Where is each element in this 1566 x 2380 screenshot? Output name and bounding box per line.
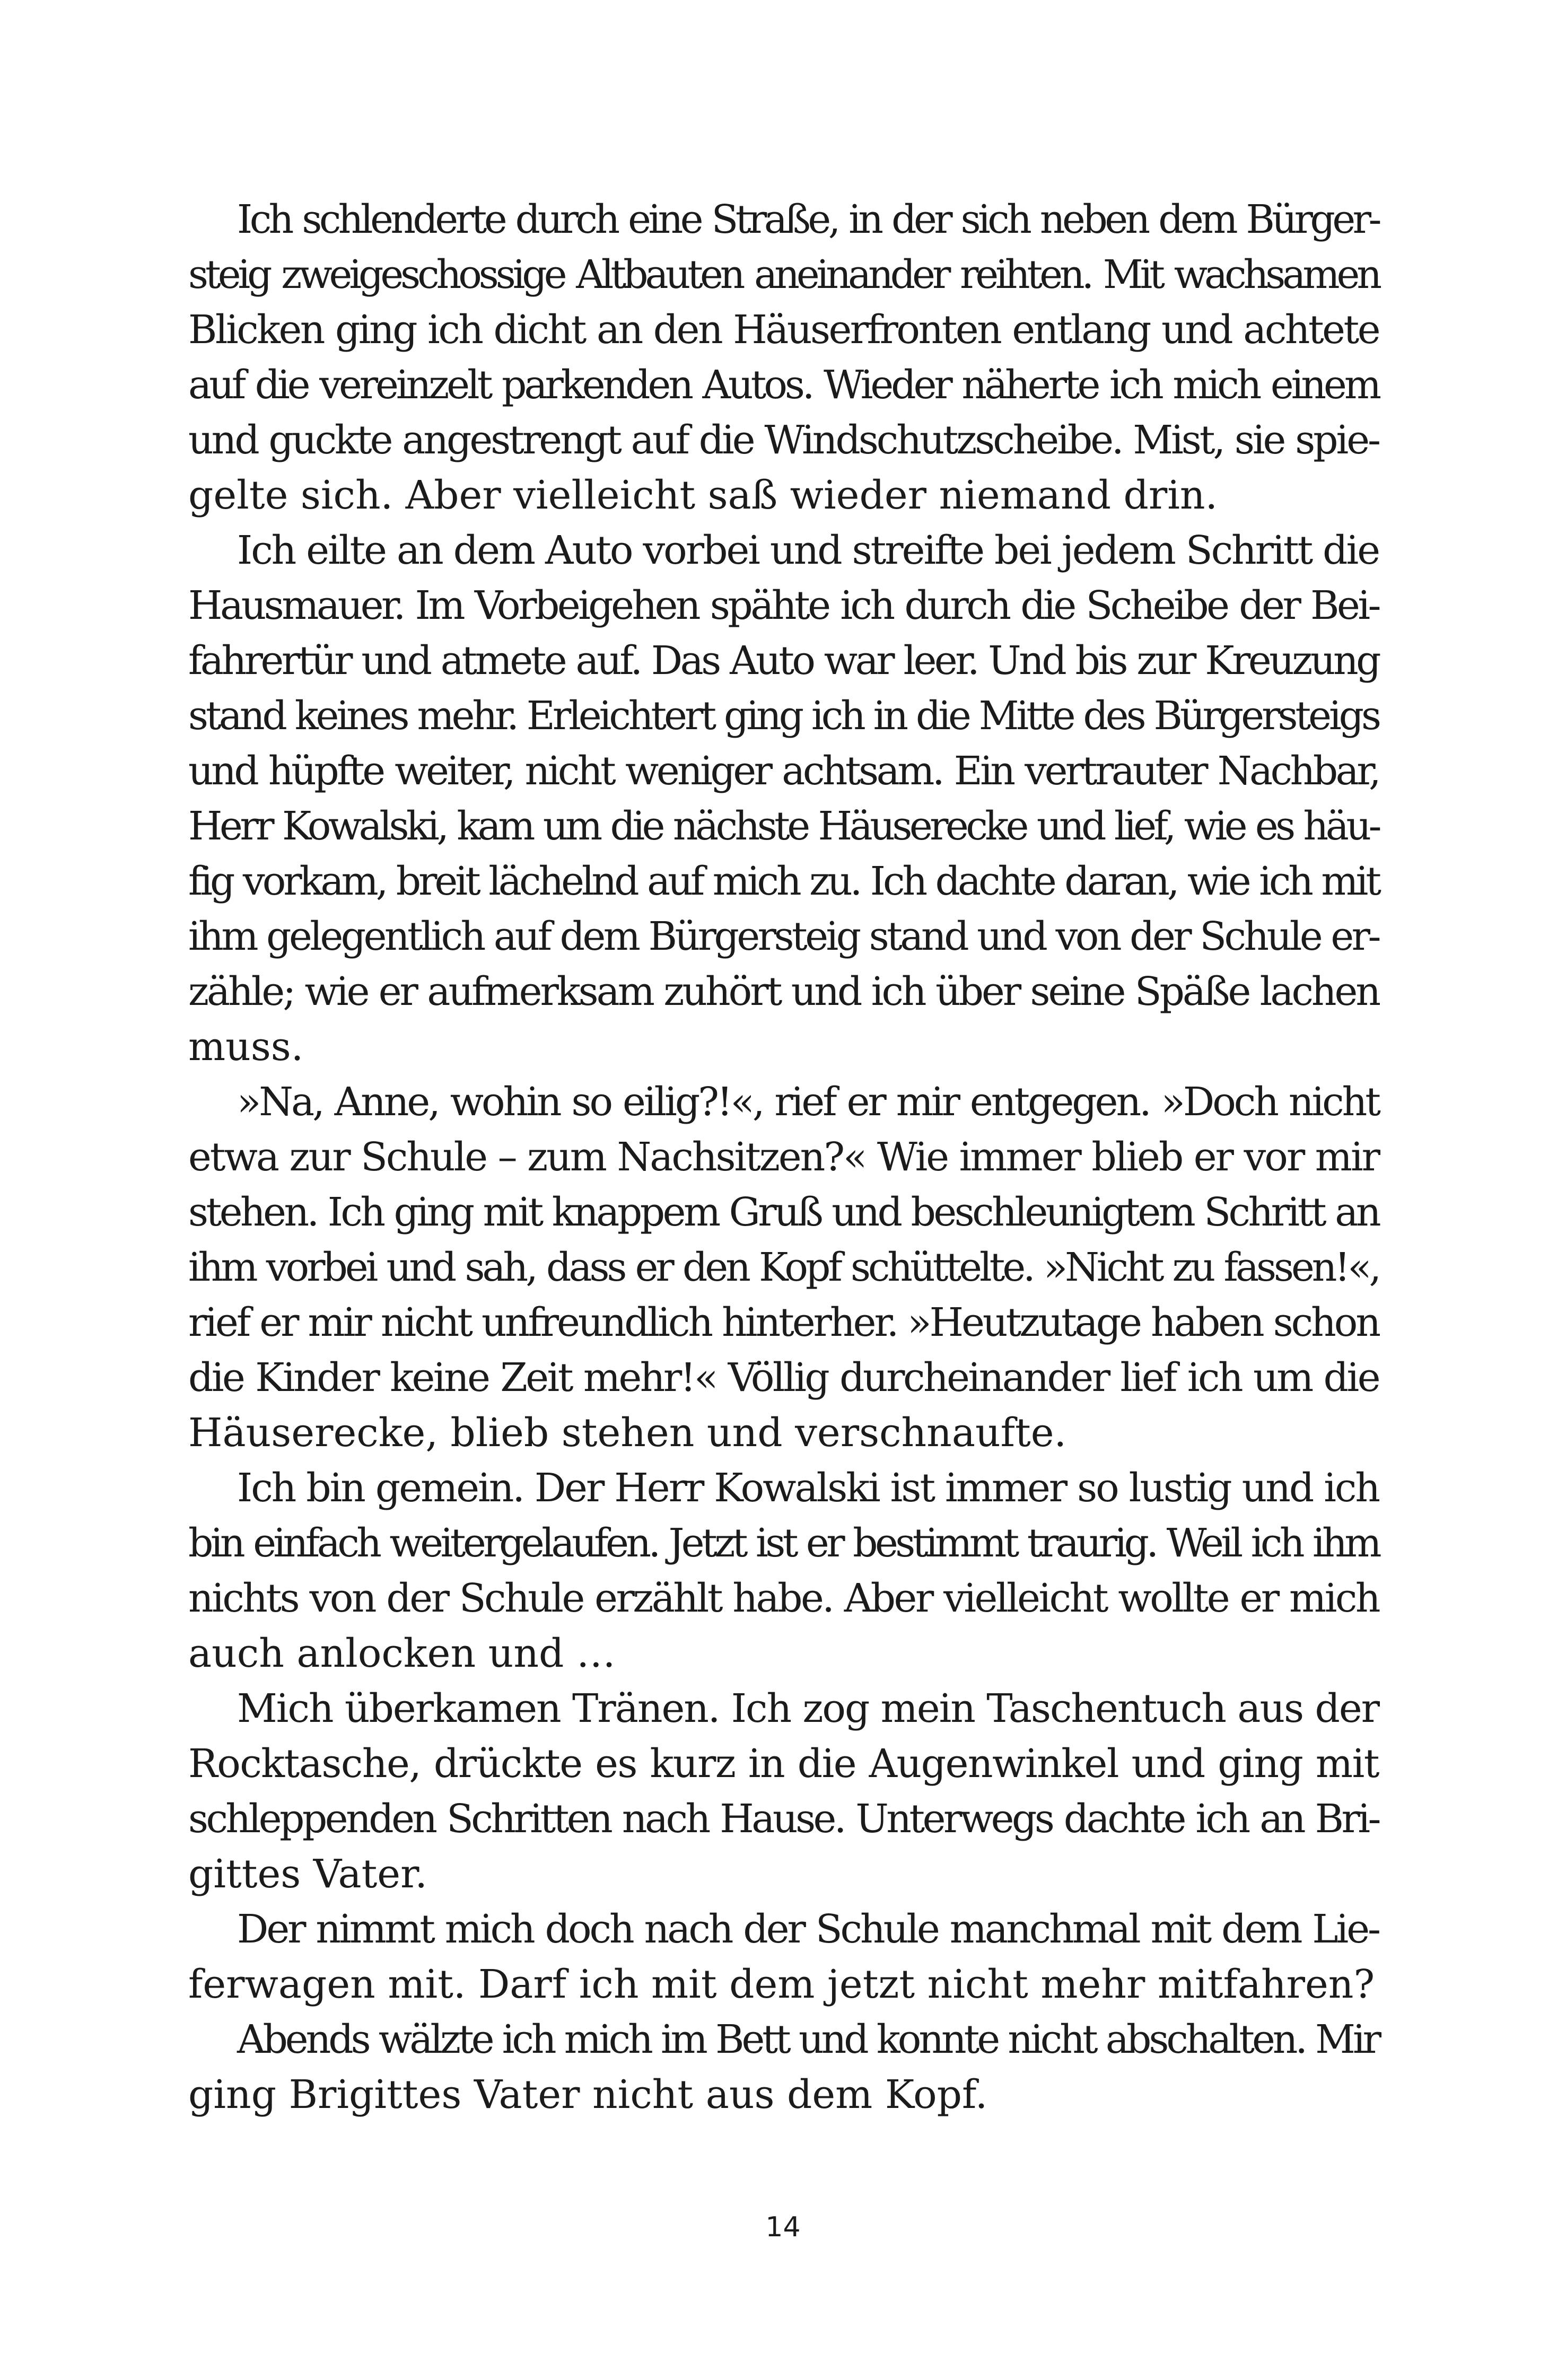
text-line: Der nimmt mich doch nach der Schule manchmal mit dem Lie- — [237, 1906, 1379, 1952]
text-line: zähle; wie er aufmerksam zuhört und ich über seine Späße lachen — [188, 969, 1379, 1014]
text-line: schleppenden Schritten nach Hause. Unterwegs dachte ich an Bri- — [188, 1796, 1379, 1842]
text-line: und guckte angestrengt auf die Windschutzscheibe. Mist, sie spie- — [188, 417, 1379, 463]
text-line: auch anlocken und … — [188, 1631, 616, 1676]
text-line: gittes Vater. — [188, 1851, 427, 1897]
text-line: und hüpfte weiter, nicht weniger achtsam. Ein vertrauter Nachbar, — [188, 748, 1379, 794]
text-line: ging Brigittes Vater nicht aus dem Kopf. — [188, 2072, 988, 2118]
text-line: stehen. Ich ging mit knappem Gruß und beschleunigtem Schritt an — [188, 1189, 1379, 1235]
text-line: ferwagen mit. Darf ich mit dem jetzt nicht mehr mitfahren? — [188, 1962, 1375, 2007]
text-line: ihm gelegentlich auf dem Bürgersteig stand und von der Schule er- — [188, 914, 1379, 959]
text-line: auf die vereinzelt parkenden Autos. Wieder näherte ich mich einem — [188, 362, 1379, 408]
text-line: die Kinder keine Zeit mehr!« Völlig durcheinander lief ich um die — [188, 1355, 1379, 1401]
text-line: bin einfach weitergelaufen. Jetzt ist er bestimmt traurig. Weil ich ihm — [188, 1520, 1379, 1566]
text-line: Ich bin gemein. Der Herr Kowalski ist immer so lustig und ich — [237, 1465, 1379, 1511]
text-line: Rocktasche, drückte es kurz in die Augenwinkel und ging mit — [188, 1741, 1379, 1787]
text-line: stand keines mehr. Erleichtert ging ich in die Mitte des Bürgersteigs — [188, 693, 1379, 739]
text-line: Häuserecke, blieb stehen und verschnaufte. — [188, 1410, 1067, 1456]
text-line: etwa zur Schule – zum Nachsitzen?« Wie immer blieb er vor mir — [188, 1134, 1379, 1180]
page-number: 14 — [765, 2211, 801, 2243]
text-line: steig zweigeschossige Altbauten aneinander reihten. Mit wachsamen — [188, 252, 1379, 298]
text-line: gelte sich. Aber vielleicht saß wieder niemand drin. — [188, 472, 1218, 518]
text-line: Herr Kowalski, kam um die nächste Häuserecke und lief, wie es häu- — [188, 803, 1379, 849]
text-line: »Na, Anne, wohin so eilig?!«, rief er mir entgegen. »Doch nicht — [237, 1079, 1379, 1125]
text-line: ihm vorbei und sah, dass er den Kopf schüttelte. »Nicht zu fassen!«, — [188, 1245, 1379, 1290]
text-line: nichts von der Schule erzählt habe. Aber vielleicht wollte er mich — [188, 1576, 1379, 1621]
text-line: Mich überkamen Tränen. Ich zog mein Taschentuch aus der — [237, 1686, 1379, 1731]
text-line: Blicken ging ich dicht an den Häuserfronten entlang und achtete — [188, 307, 1379, 353]
text-line: Hausmauer. Im Vorbeigehen spähte ich durch die Scheibe der Bei- — [188, 583, 1379, 628]
text-line: fig vorkam, breit lächelnd auf mich zu. Ich dachte daran, wie ich mit — [188, 859, 1379, 904]
text-line: Ich eilte an dem Auto vorbei und streifte bei jedem Schritt die — [237, 528, 1379, 573]
text-line: muss. — [188, 1024, 304, 1070]
text-line: rief er mir nicht unfreundlich hinterher. »Heutzutage haben schon — [188, 1300, 1379, 1345]
text-line: Abends wälzte ich mich im Bett und konnte nicht abschalten. Mir — [237, 2017, 1379, 2062]
text-line: fahrertür und atmete auf. Das Auto war leer. Und bis zur Kreuzung — [188, 638, 1379, 684]
body-text — [188, 192, 1379, 2122]
text-line: Ich schlenderte durch eine Straße, in der sich neben dem Bürger- — [237, 197, 1379, 242]
